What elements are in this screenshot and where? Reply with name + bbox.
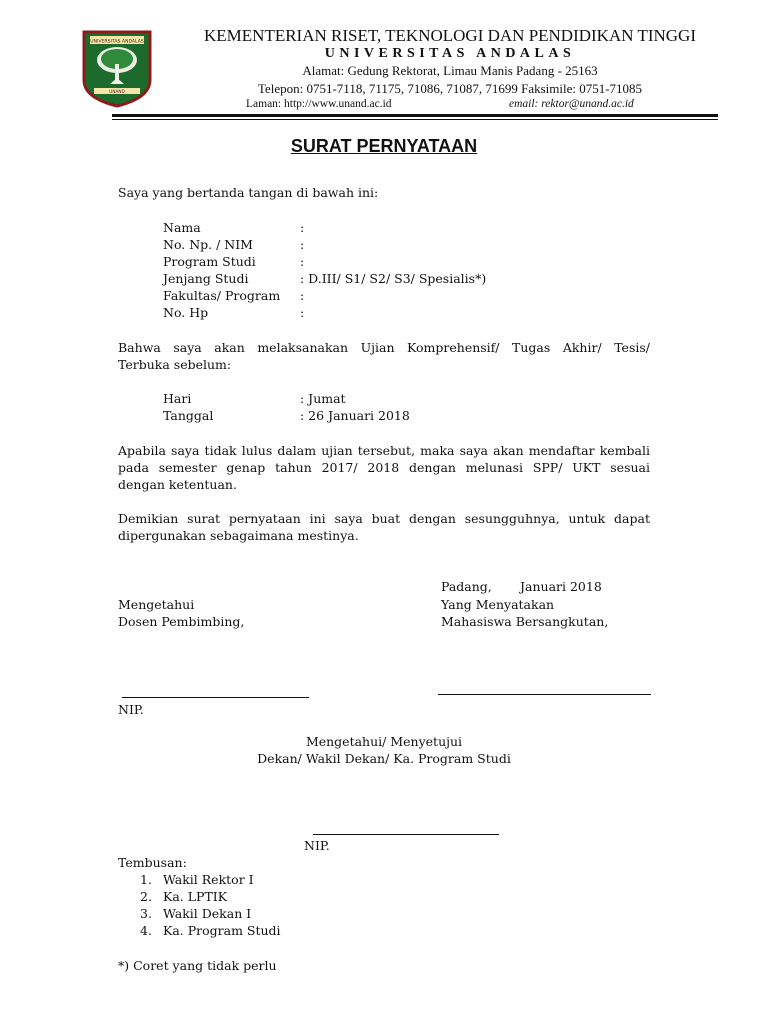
schedule-label: Tanggal <box>163 408 214 423</box>
left-signer-line2: Dosen Pembimbing, <box>118 614 245 629</box>
svg-text:UNAND: UNAND <box>109 89 125 94</box>
university-logo <box>80 28 154 108</box>
paragraph-line: Apabila saya tidak lulus dalam ujian tersebut, maka saya akan mendaftar kembali <box>118 443 650 458</box>
website: Laman: http://www.unand.ac.id <box>246 98 392 110</box>
email: email: rektor@unand.ac.id <box>509 98 634 110</box>
footnote: *) Coret yang tidak perlu <box>118 958 277 973</box>
left-signer-line1: Mengetahui <box>118 597 195 612</box>
tembusan-item: Wakil Dekan I <box>163 906 252 921</box>
center-nip: NIP. <box>304 838 330 853</box>
field-value: : <box>300 220 305 235</box>
address: Alamat: Gedung Rektorat, Limau Manis Padang - 25163 <box>302 63 598 78</box>
statement-line: Bahwa saya akan melaksanakan Ujian Komprehensif/ Tugas Akhir/ Tesis/ <box>118 340 650 355</box>
tembusan-item: Ka. Program Studi <box>163 923 281 938</box>
tembusan-number: 4. <box>140 923 152 938</box>
signature-place: Padang, <box>441 579 492 594</box>
approval-line1: Mengetahui/ Menyetujui <box>305 734 463 749</box>
field-label: Program Studi <box>163 254 256 269</box>
field-value: : <box>300 254 305 269</box>
left-signature-line <box>122 697 309 698</box>
right-signer-line2: Mahasiswa Bersangkutan, <box>441 614 609 629</box>
tembusan-item: Wakil Rektor I <box>163 872 254 887</box>
svg-text:UNIVERSITAS ANDALAS: UNIVERSITAS ANDALAS <box>90 39 144 45</box>
university-name: UNIVERSITAS ANDALAS <box>324 46 576 61</box>
ministry-name: KEMENTERIAN RISET, TEKNOLOGI DAN PENDIDIKAN TINGGI <box>204 26 696 45</box>
right-signer-line1: Yang Menyatakan <box>441 597 555 612</box>
field-value: : <box>300 305 305 320</box>
paragraph-line: dengan ketentuan. <box>118 477 237 492</box>
header-rule-thick <box>112 114 718 117</box>
field-value: : <box>300 288 305 303</box>
field-label: Nama <box>163 220 201 235</box>
tembusan-number: 2. <box>140 889 152 904</box>
intro-text: Saya yang bertanda tangan di bawah ini: <box>118 185 379 200</box>
right-signature-line <box>438 694 651 695</box>
statement-line: Terbuka sebelum: <box>118 357 232 372</box>
signature-date: Januari 2018 <box>520 579 602 594</box>
field-label: No. Np. / NIM <box>163 237 253 252</box>
header-rule-thin <box>112 119 718 120</box>
schedule-value: : Jumat <box>300 391 346 406</box>
left-nip: NIP. <box>118 702 144 717</box>
center-signature-line <box>313 834 499 835</box>
page-title: SURAT PERNYATAAN <box>290 136 478 156</box>
tembusan-item: Ka. LPTIK <box>163 889 228 904</box>
tembusan-number: 3. <box>140 906 152 921</box>
tembusan-number: 1. <box>140 872 152 887</box>
tembusan-heading: Tembusan: <box>118 855 187 870</box>
field-label: Fakultas/ Program <box>163 288 281 303</box>
paragraph-line: Demikian surat pernyataan ini saya buat dengan sesungguhnya, untuk dapat <box>118 511 650 526</box>
approval-line2: Dekan/ Wakil Dekan/ Ka. Program Studi <box>257 751 511 766</box>
schedule-value: : 26 Januari 2018 <box>300 408 410 423</box>
phone-fax: Telepon: 0751-7118, 71175, 71086, 71087, 71699 Faksimile: 0751-71085 <box>257 81 643 96</box>
paragraph-line: pada semester genap tahun 2017/ 2018 dengan melunasi SPP/ UKT sesuai <box>118 460 650 475</box>
field-label: No. Hp <box>163 305 209 320</box>
field-value: : <box>300 237 305 252</box>
paragraph-line: dipergunakan sebagaimana mestinya. <box>118 528 359 543</box>
field-label: Jenjang Studi <box>163 271 249 286</box>
field-value: : D.III/ S1/ S2/ S3/ Spesialis*) <box>300 271 487 286</box>
schedule-label: Hari <box>163 391 192 406</box>
